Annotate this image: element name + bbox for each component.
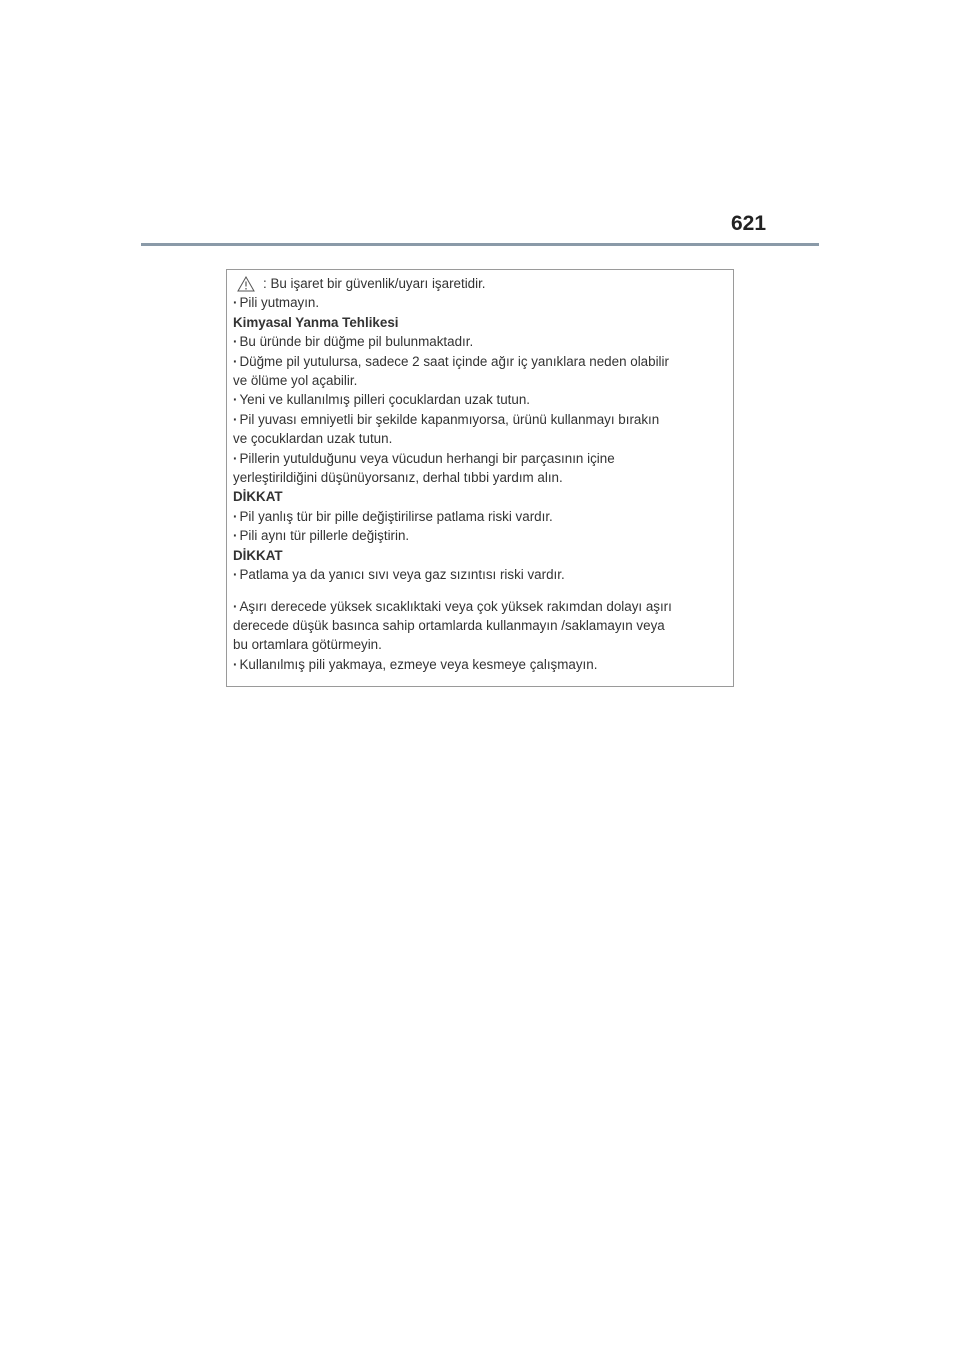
notice-line: ve ölüme yol açabilir.	[233, 373, 358, 389]
symbol-note-text: : Bu işaret bir güvenlik/uyarı işaretidir.	[263, 276, 486, 291]
safety-notice-box	[226, 269, 734, 687]
notice-bullet-item: · Pil yuvası emniyetli bir şekilde kapanmıyorsa, ürünü kullanmayı bırakın	[233, 410, 723, 429]
notice-bullet-item: · Yeni ve kullanılmış pilleri çocuklardan uzak tutun.	[233, 390, 723, 409]
notice-bullet-item: · Pili yutmayın.	[233, 293, 723, 312]
notice-bullet-item: · Kullanılmış pili yakmaya, ezmeye veya kesmeye çalışmayın.	[233, 655, 723, 674]
symbol-note-row	[233, 274, 723, 293]
line-spacer	[233, 585, 723, 597]
notice-heading: DİKKAT	[233, 547, 283, 563]
header-rule	[141, 243, 819, 246]
warning-triangle-icon	[237, 276, 255, 292]
page-number: 621	[731, 212, 767, 235]
notice-heading: DİKKAT	[233, 489, 283, 505]
notice-bullet-item: · Pillerin yutulduğunu veya vücudun herhangi bir parçasının içine	[233, 449, 723, 468]
notice-line: ve çocuklardan uzak tutun.	[233, 431, 393, 447]
notice-line: yerleştirildiğini düşünüyorsanız, derhal tıbbi yardım alın.	[233, 470, 563, 486]
safety-notice-content	[233, 274, 723, 674]
notice-bullet-item: · Pili aynı tür pillerle değiştirin.	[233, 526, 723, 545]
notice-heading: Kimyasal Yanma Tehlikesi	[233, 314, 399, 330]
notice-bullet-item: · Aşırı derecede yüksek sıcaklıktaki veya çok yüksek rakımdan dolayı aşırı	[233, 597, 723, 616]
notice-bullet-item: · Patlama ya da yanıcı sıvı veya gaz sızıntısı riski vardır.	[233, 565, 723, 584]
notice-line: bu ortamlara götürmeyin.	[233, 637, 382, 653]
notice-bullet-item: · Düğme pil yutulursa, sadece 2 saat içinde ağır iç yanıklara neden olabilir	[233, 352, 723, 371]
notice-line: derecede düşük basınca sahip ortamlarda kullanmayın /saklamayın veya	[233, 617, 665, 633]
notice-bullet-item: · Pil yanlış tür bir pille değiştirilirse patlama riski vardır.	[233, 507, 723, 526]
notice-bullet-item: · Bu üründe bir düğme pil bulunmaktadır.	[233, 332, 723, 351]
